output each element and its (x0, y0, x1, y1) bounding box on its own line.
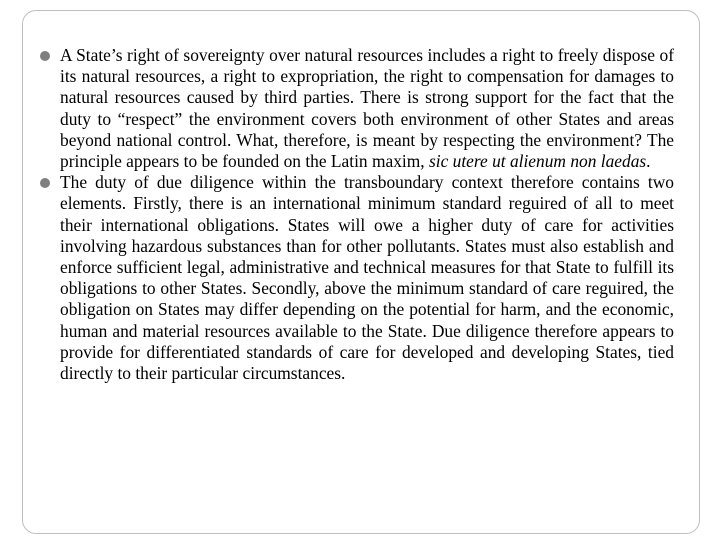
paragraph-end: . (646, 151, 651, 172)
paragraph-text: A State’s right of sovereignty over natural resources includes a right to freely dispose of its natural resources, a right to expropriation, the right to compensation for damages to natural resources caused by third parties. There is strong support for the fact that the duty to “respect” the environment covers both environment of other States and areas beyond national control. What, therefore, is meant by respecting the environment? The principle appears to be founded on the Latin maxim, (60, 45, 674, 172)
paragraph-text: The duty of due diligence within the transboundary context therefore contains two elements. Firstly, there is an international minimum standard reguired of all to meet their international obligations. States will owe a higher duty of care for activities involving hazardous substances than for other pollutants. States must also establish and enforce sufficient legal, administrative and technical measures for that State to fulfill its obligations to other States. Secondly, above the minimum standard of care reguired, the obligation on States may differ depending on the potential for harm, and the economic, human and material resources available to the State. Due diligence therefore appears to provide for differentiated standards of care for developed and developing States, tied directly to their particular circumstances. (60, 172, 674, 384)
bullet-item-sovereignty (38, 45, 674, 172)
content-area (38, 45, 674, 384)
bullet-icon (40, 178, 50, 188)
bullet-icon (40, 51, 50, 61)
bullet-item-due-diligence (38, 172, 674, 384)
latin-maxim: sic utere ut alienum non laedas (428, 151, 647, 172)
